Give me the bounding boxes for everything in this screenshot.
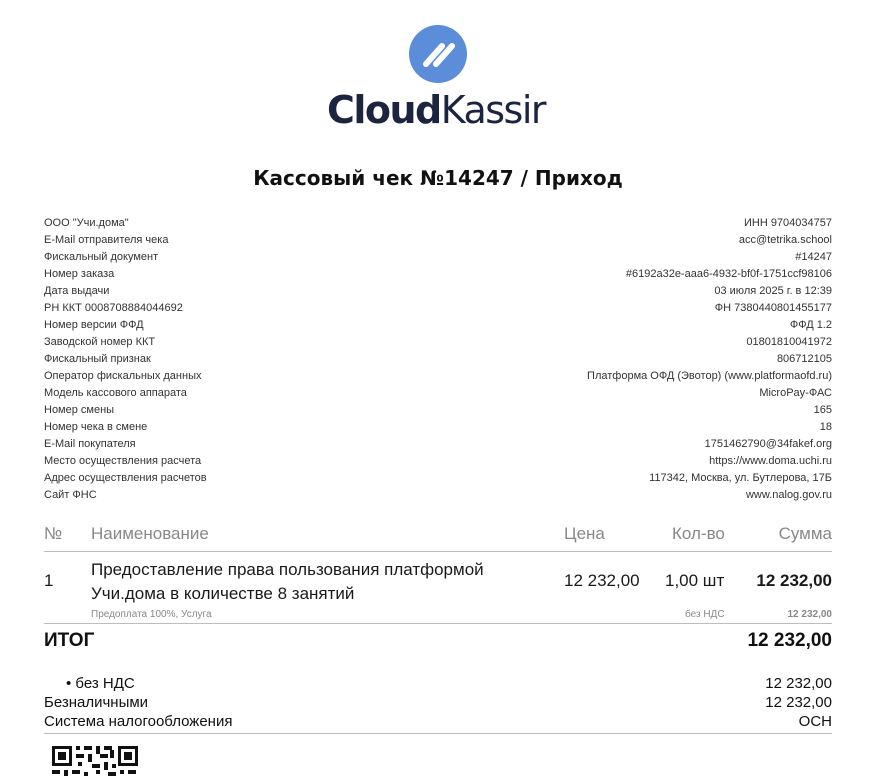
info-label: Адрес осуществления расчетов <box>44 471 207 484</box>
info-value: Платформа ОФД (Эвотор) (www.platformaofd.ru) <box>587 369 832 382</box>
summary-label: Система налогообложения <box>44 712 233 730</box>
info-label: Заводской номер ККТ <box>44 335 156 348</box>
info-row <box>44 350 832 367</box>
column-header-price: Цена <box>564 524 605 543</box>
brand-name-rest: Kassir <box>440 88 546 132</box>
summary-value: 12 232,00 <box>765 675 832 692</box>
info-row <box>44 469 832 486</box>
info-row <box>44 282 832 299</box>
info-label: Номер смены <box>44 403 115 416</box>
info-value: acc@tetrika.school <box>738 233 832 246</box>
info-row <box>44 367 832 384</box>
info-label: Модель кассового аппарата <box>44 386 187 399</box>
receipt-title: Кассовый чек №14247 / Приход <box>253 166 623 190</box>
info-label: E-Mail отправителя чека <box>44 233 169 246</box>
receipt-info <box>44 214 832 503</box>
item-sum: 12 232,00 <box>756 571 832 590</box>
info-value: 1751462790@34fakef.org <box>704 437 832 450</box>
summary-row <box>44 674 832 693</box>
info-row <box>44 265 832 282</box>
info-label: Место осуществления расчета <box>44 454 202 467</box>
column-header-quantity: Кол-во <box>672 524 725 543</box>
summary-value: ОСН <box>798 712 832 730</box>
total-label: ИТОГ <box>44 630 95 651</box>
total-value: 12 232,00 <box>747 630 832 651</box>
column-header-sum: Сумма <box>778 524 832 543</box>
info-row <box>44 316 832 333</box>
item-vat: без НДС <box>685 609 725 620</box>
info-value: ФФД 1.2 <box>789 318 832 331</box>
info-label: Сайт ФНС <box>44 488 97 501</box>
item-name-line-1: Предоставление права пользования платформой <box>91 560 484 579</box>
info-row <box>44 248 832 265</box>
info-value: 18 <box>819 420 832 433</box>
total-row <box>44 630 832 654</box>
info-value: 03 июля 2025 г. в 12:39 <box>714 284 832 297</box>
info-row <box>44 435 832 452</box>
info-row <box>44 486 832 503</box>
info-row <box>44 214 832 231</box>
info-value: www.nalog.gov.ru <box>745 488 832 501</box>
brand-name-strong: Cloud <box>326 88 441 132</box>
info-value: MicroPay-ФАС <box>759 386 832 399</box>
info-label: Номер заказа <box>44 267 115 280</box>
info-label: Фискальный документ <box>44 250 159 263</box>
info-value: https://www.doma.uchi.ru <box>709 454 832 467</box>
summary-label: Безналичными <box>44 694 149 711</box>
brand-name <box>0 88 872 132</box>
info-label: Номер чека в смене <box>44 420 148 433</box>
info-label: РН ККТ 0008708884044692 <box>44 301 183 314</box>
column-header-name: Наименование <box>91 524 209 543</box>
payment-summary <box>44 674 832 734</box>
table-row <box>44 557 832 605</box>
info-label: E-Mail покупателя <box>44 437 136 450</box>
summary-label: • без НДС <box>66 675 135 692</box>
info-value: ФН 7380440801455177 <box>714 301 832 314</box>
info-value: ИНН 9704034757 <box>743 216 832 229</box>
info-value: #6192a32e-aaa6-4932-bf0f-1751ccf98106 <box>625 267 832 280</box>
item-number: 1 <box>44 571 54 590</box>
item-sub-sum: 12 232,00 <box>787 609 832 620</box>
summary-row <box>44 693 832 712</box>
item-payment-type: Предоплата 100%, Услуга <box>91 609 212 620</box>
info-value: 117342, Москва, ул. Бутлерова, 17Б <box>649 471 832 484</box>
info-row <box>44 401 832 418</box>
qr-code-icon <box>52 746 138 776</box>
item-quantity: 1,00 шт <box>665 571 725 590</box>
info-value: 165 <box>813 403 832 416</box>
item-price: 12 232,00 <box>564 571 640 590</box>
cloudkassir-logo-icon <box>409 25 467 83</box>
item-name-line-2: Учи.дома в количестве 8 занятий <box>91 584 355 603</box>
info-value: 01801810041972 <box>746 335 832 348</box>
info-row <box>44 384 832 401</box>
info-label: ООО "Учи.дома" <box>44 216 129 229</box>
info-label: Фискальный признак <box>44 352 151 365</box>
info-row <box>44 418 832 435</box>
info-label: Оператор фискальных данных <box>44 369 202 382</box>
info-value: #14247 <box>795 250 832 263</box>
info-row <box>44 299 832 316</box>
info-label: Номер версии ФФД <box>44 318 144 331</box>
summary-row <box>44 712 832 734</box>
summary-value: 12 232,00 <box>765 694 832 711</box>
info-row <box>44 333 832 350</box>
info-label: Дата выдачи <box>44 284 110 297</box>
item-details <box>44 609 832 624</box>
column-header-number: № <box>44 524 63 543</box>
logo <box>0 22 872 134</box>
items-table-header <box>44 524 832 552</box>
info-row <box>44 231 832 248</box>
info-value: 806712105 <box>776 352 832 365</box>
info-row <box>44 452 832 469</box>
